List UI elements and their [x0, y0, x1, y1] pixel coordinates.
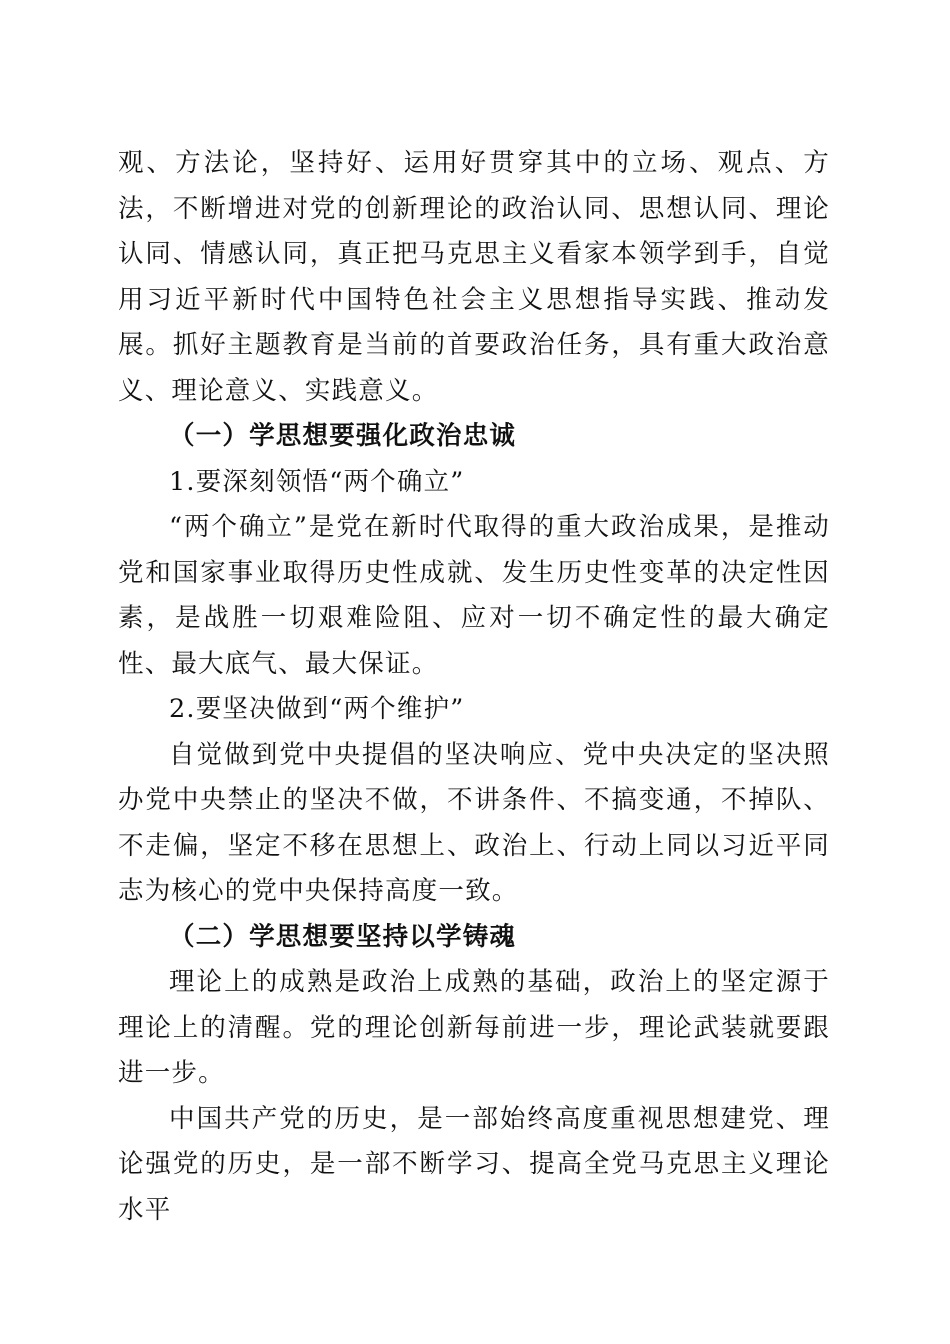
paragraph-two-safeguards: 自觉做到党中央提倡的坚决响应、党中央决定的坚决照办党中央禁止的坚决不做，不讲条件、不搞变通，不掉队、不走偏，坚定不移在思想上、政治上、行动上同以习近平同志为核心的党中央保持高度一致。	[118, 739, 830, 906]
paragraph-theory-maturity: 理论上的成熟是政治上成熟的基础，政治上的坚定源于理论上的清醒。党的理论创新每前进一步，理论武装就要跟进一步。	[118, 967, 830, 1088]
paragraph-two-establishments: “两个确立”是党在新时代取得的重大政治成果，是推动党和国家事业取得历史性成就、发生历史性变革的决定性因素，是战胜一切艰难险阻、应对一切不确定性的最大确定性、最大底气、最大保证。	[118, 512, 830, 679]
subheading-2: 2.要坚决做到“两个维护”	[169, 694, 465, 724]
section-heading-2: （二）学思想要坚持以学铸魂	[169, 921, 517, 952]
paragraph-party-history: 中国共产党的历史，是一部始终高度重视思想建党、理论强党的历史，是一部不断学习、提高全党马克思主义理论水平	[118, 1103, 830, 1225]
subheading-1: 1.要深刻领悟“两个确立”	[169, 466, 465, 497]
section-heading-1: （一）学思想要强化政治忠诚	[169, 421, 517, 451]
document-body	[118, 141, 830, 1233]
paragraph-continued-intro: 观、方法论，坚持好、运用好贯穿其中的立场、观点、方法，不断增进对党的创新理论的政治认同、思想认同、理论认同、情感认同，真正把马克思主义看家本领学到手，自觉用习近平新时代中国特色社会主义思想指导实践、推动发展。抓好主题教育是当前的首要政治任务，具有重大政治意义、理论意义、实践意义。	[118, 148, 830, 406]
